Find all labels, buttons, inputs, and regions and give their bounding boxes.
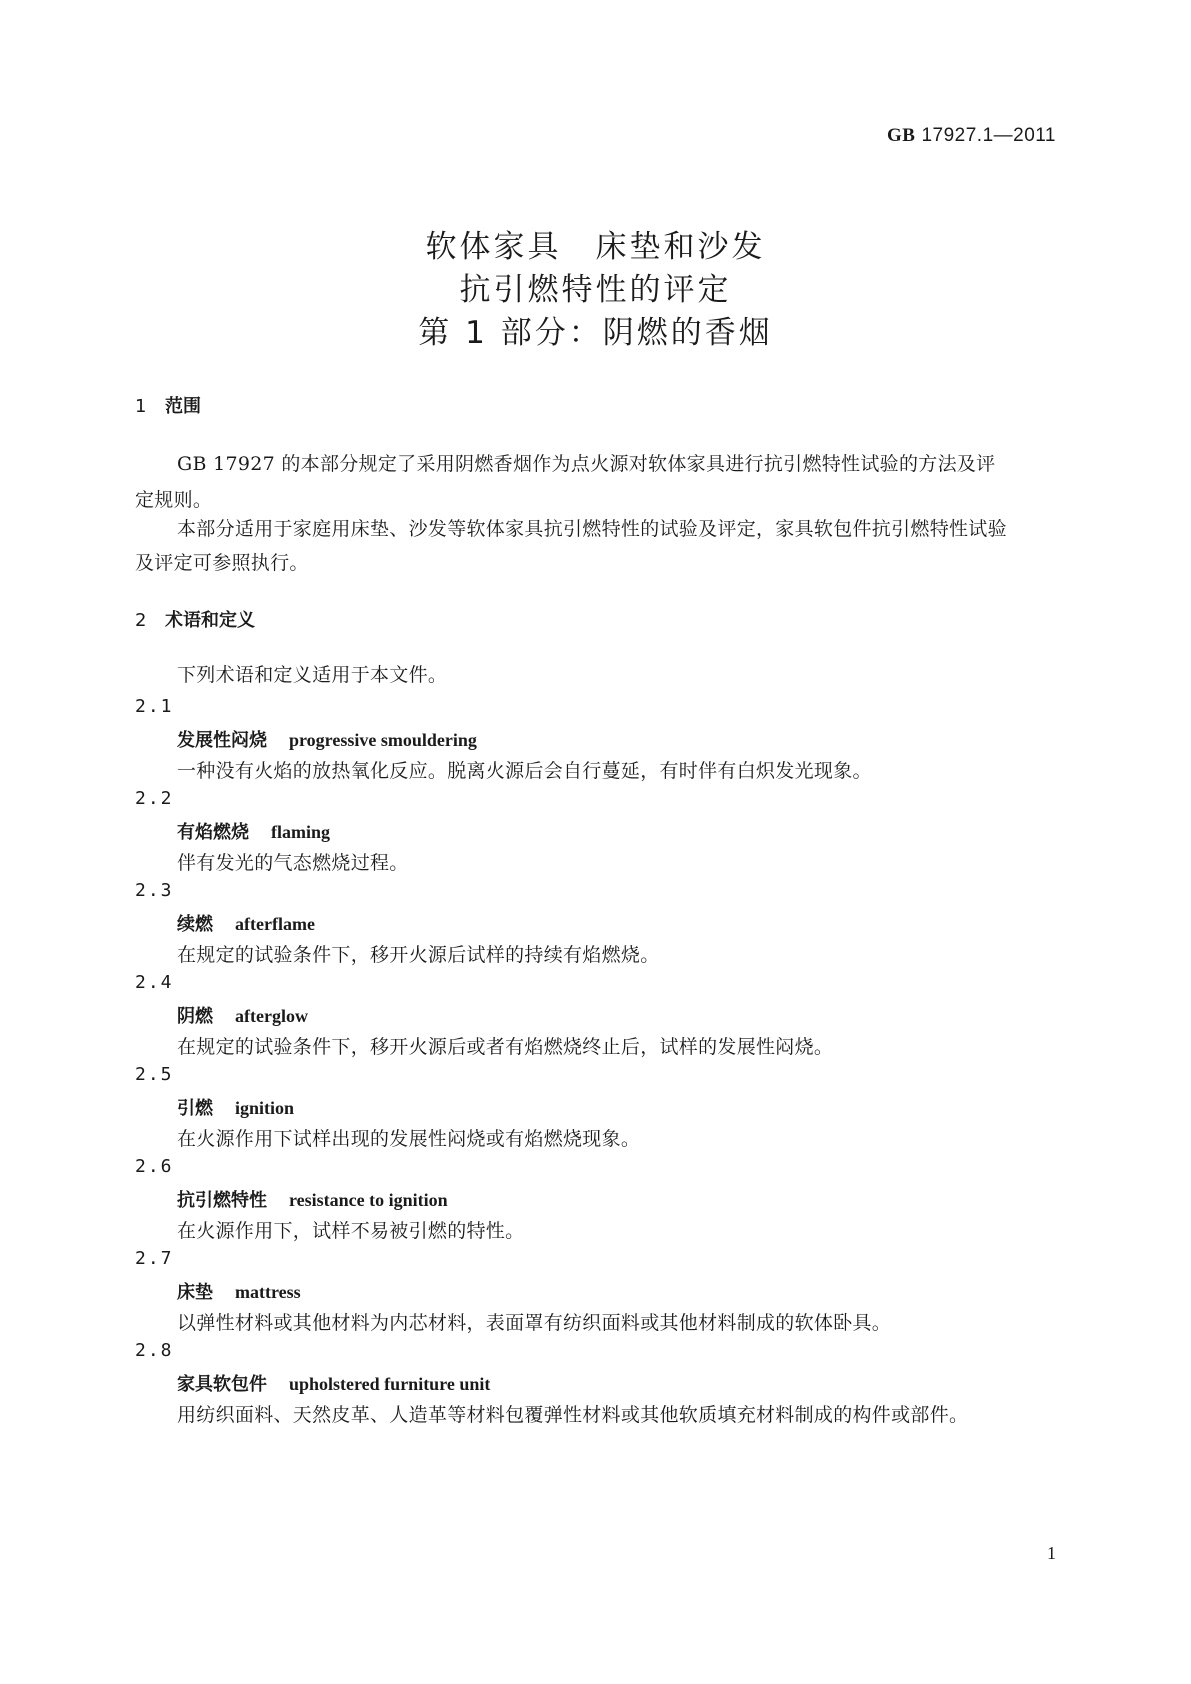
section-2-title: 术语和定义 [165, 610, 255, 631]
term-definition: 在火源作用下，试样不易被引燃的特性。 [177, 1220, 525, 1242]
section-1-para-1-line-1: GB 17927 的本部分规定了采用阴燃香烟作为点火源对软体家具进行抗引燃特性试验的方法及评 [177, 453, 996, 475]
term-name-en: afterflame [235, 914, 315, 934]
section-1-number: 1 [135, 396, 147, 417]
term-name [177, 1094, 294, 1120]
term-name [177, 1186, 448, 1212]
term-name-zh: 家具软包件 [177, 1374, 267, 1395]
title-line-2: 抗引燃特性的评定 [459, 272, 732, 308]
term-name [177, 1370, 490, 1396]
term-name-en: resistance to ignition [289, 1190, 448, 1210]
section-1-title: 范围 [165, 396, 201, 417]
term-definition: 在规定的试验条件下，移开火源后或者有焰燃烧终止后，试样的发展性闷烧。 [177, 1036, 834, 1058]
term-name-en: ignition [235, 1098, 295, 1118]
section-2-number: 2 [135, 610, 147, 631]
term-definition: 以弹性材料或其他材料为内芯材料，表面罩有纺织面料或其他材料制成的软体卧具。 [177, 1312, 892, 1334]
term-number: 2.2 [135, 788, 174, 809]
term-name-zh: 有焰燃烧 [177, 822, 249, 843]
term-number: 2.6 [135, 1156, 174, 1177]
term-number: 2.3 [135, 880, 174, 901]
section-2-intro: 下列术语和定义适用于本文件。 [177, 664, 448, 686]
term-name [177, 910, 315, 936]
term-name-en: mattress [235, 1282, 301, 1302]
term-number: 2.5 [135, 1064, 174, 1085]
standard-code [887, 125, 1056, 147]
term-name-zh: 续燃 [177, 914, 213, 935]
term-number: 2.1 [135, 696, 174, 717]
term-name [177, 1002, 308, 1028]
term-name-zh: 发展性闷烧 [177, 730, 267, 751]
term-definition: 伴有发光的气态燃烧过程。 [177, 852, 409, 874]
section-1-para-2-line-2: 及评定可参照执行。 [135, 552, 309, 574]
term-name-en: upholstered furniture unit [289, 1374, 491, 1394]
term-definition: 用纺织面料、天然皮革、人造革等材料包覆弹性材料或其他软质填充材料制成的构件或部件。 [177, 1404, 969, 1426]
term-number: 2.8 [135, 1340, 174, 1361]
term-name-en: afterglow [235, 1006, 308, 1026]
term-name-en: progressive smouldering [289, 730, 477, 750]
page-number: 1 [1047, 1543, 1056, 1563]
section-1-heading [135, 392, 201, 418]
section-2-heading [135, 606, 255, 632]
term-name-zh: 引燃 [177, 1098, 213, 1119]
standard-prefix: GB [887, 125, 916, 146]
term-name [177, 1278, 301, 1304]
title-line-3: 第 1 部分：阴燃的香烟 [418, 315, 773, 351]
standard-number: 17927.1—2011 [921, 125, 1056, 146]
term-name-zh: 床垫 [177, 1282, 213, 1303]
term-name-zh: 抗引燃特性 [177, 1190, 267, 1211]
term-name [177, 818, 330, 844]
section-1-para-2-line-1: 本部分适用于家庭用床垫、沙发等软体家具抗引燃特性的试验及评定，家具软包件抗引燃特性试验 [177, 518, 1007, 540]
title-line-1: 软体家具 床垫和沙发 [425, 229, 766, 265]
document-title [0, 226, 1191, 355]
term-name-zh: 阴燃 [177, 1006, 213, 1027]
term-definition: 在规定的试验条件下，移开火源后试样的持续有焰燃烧。 [177, 944, 660, 966]
term-name [177, 726, 477, 752]
term-name-en: flaming [271, 822, 331, 842]
term-definition: 一种没有火焰的放热氧化反应。脱离火源后会自行蔓延，有时伴有白炽发光现象。 [177, 760, 872, 782]
term-definition: 在火源作用下试样出现的发展性闷烧或有焰燃烧现象。 [177, 1128, 641, 1150]
term-number: 2.7 [135, 1248, 174, 1269]
section-1-para-1-line-2: 定规则。 [135, 489, 213, 511]
term-number: 2.4 [135, 972, 174, 993]
